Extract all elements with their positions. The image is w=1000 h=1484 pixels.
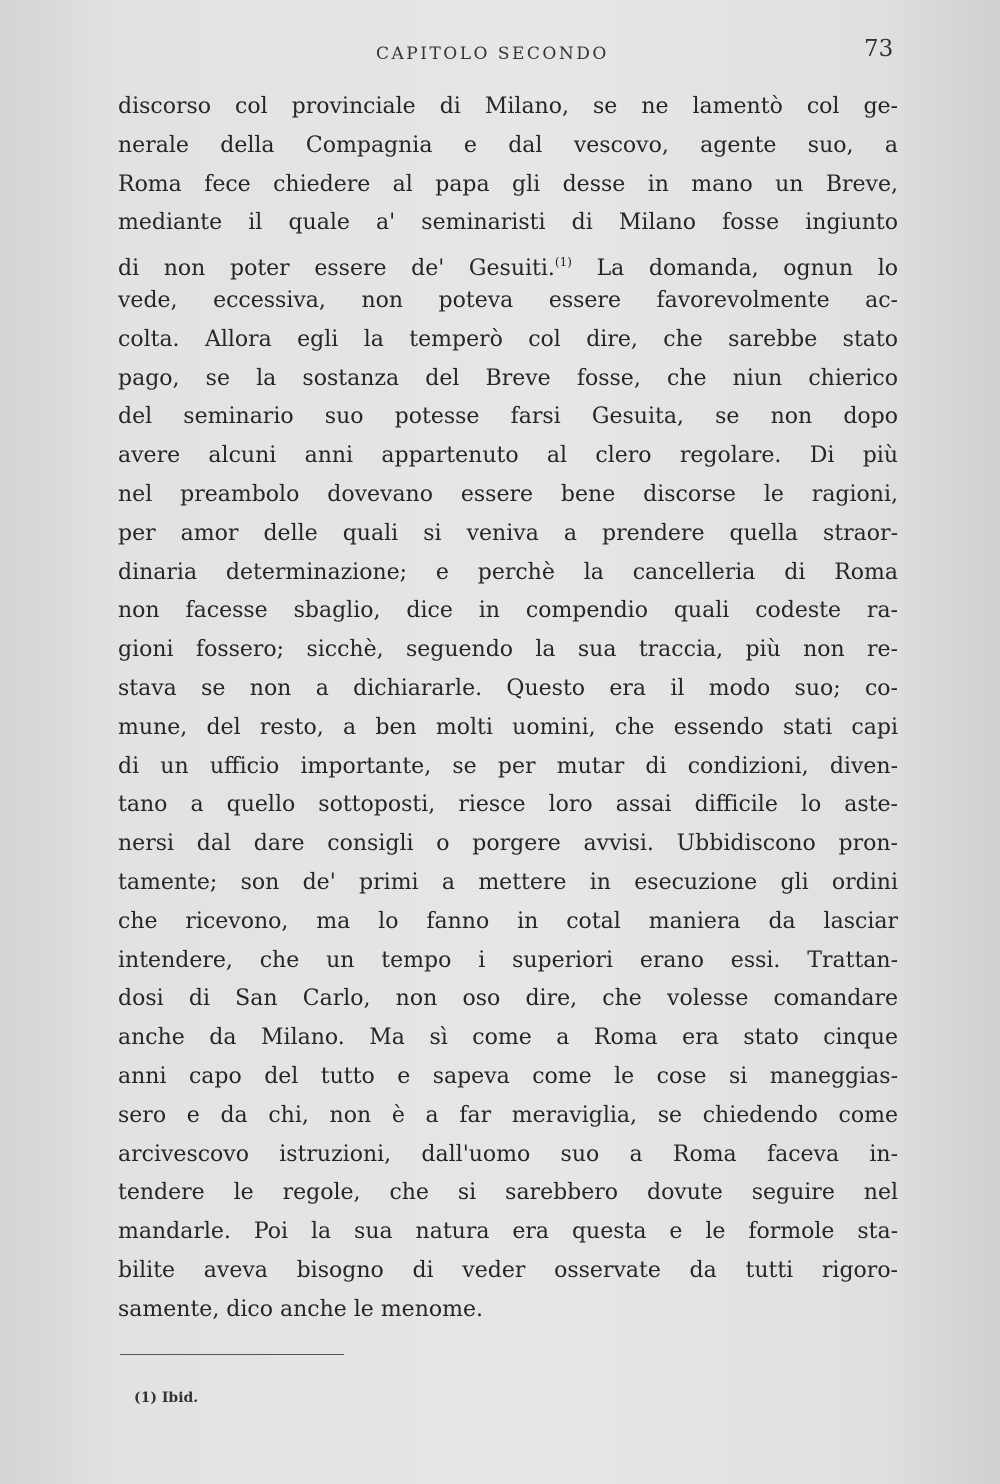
text-line: anni capo del tutto e sapeva come le cose si maneggias- xyxy=(118,1063,898,1089)
text-line: tano a quello sottoposti, riesce loro assai difficile lo aste- xyxy=(118,792,898,818)
text-line: stava se non a dichiararle. Questo era il modo suo; co- xyxy=(118,675,898,701)
text-line: nersi dal dare consigli o porgere avvisi. Ubbidiscono pron- xyxy=(118,831,898,857)
text-line: Roma fece chiedere al papa gli desse in mano un Breve, xyxy=(118,171,898,197)
text-line: del seminario suo potesse farsi Gesuita, se non dopo xyxy=(118,404,898,430)
footnote-1: (1) Ibid. xyxy=(134,1390,199,1406)
text-line: vede, eccessiva, non poteva essere favorevolmente ac- xyxy=(118,287,898,313)
text-line: dinaria determinazione; e perchè la cancelleria di Roma xyxy=(118,559,898,585)
text-line-with-footnote xyxy=(118,243,898,282)
running-head: CAPITOLO SECONDO xyxy=(376,44,609,64)
text-line: non facesse sbaglio, dice in compendio quali codeste ra- xyxy=(118,598,898,624)
text-line: sero e da chi, non è a far meraviglia, se chiedendo come xyxy=(118,1102,898,1128)
text-line: dosi di San Carlo, non oso dire, che volesse comandare xyxy=(118,986,898,1012)
text-line: mune, del resto, a ben molti uomini, che essendo stati capi xyxy=(118,714,898,740)
text-segment: di non poter essere de' Gesuiti. xyxy=(118,256,555,282)
text-line: di un ufficio importante, se per mutar di condizioni, diven- xyxy=(118,753,898,779)
page-number: 73 xyxy=(864,36,894,62)
text-line: colta. Allora egli la temperò col dire, che sarebbe stato xyxy=(118,326,898,352)
text-line: tamente; son de' primi a mettere in esecuzione gli ordini xyxy=(118,869,898,895)
text-line: mandarle. Poi la sua natura era questa e le formole sta- xyxy=(118,1219,898,1245)
text-line: mediante il quale a' seminaristi di Milano fosse ingiunto xyxy=(118,210,898,236)
text-line: samente, dico anche le menome. xyxy=(118,1296,483,1322)
text-line: nel preambolo dovevano essere bene discorse le ragioni, xyxy=(118,481,898,507)
footnote-reference: (1) xyxy=(554,255,572,270)
text-line: gioni fossero; sicchè, seguendo la sua traccia, più non re- xyxy=(118,637,898,663)
text-line: avere alcuni anni appartenuto al clero regolare. Di più xyxy=(118,443,898,469)
text-line: pago, se la sostanza del Breve fosse, che niun chierico xyxy=(118,365,898,391)
text-line: tendere le regole, che si sarebbero dovute seguire nel xyxy=(118,1180,898,1206)
text-line: arcivescovo istruzioni, dall'uomo suo a Roma faceva in- xyxy=(118,1141,898,1167)
text-line: nerale della Compagnia e dal vescovo, agente suo, a xyxy=(118,132,898,158)
footnote-divider xyxy=(120,1354,344,1355)
text-segment: La domanda, ognun lo xyxy=(596,256,899,282)
text-line: bilite aveva bisogno di veder osservate da tutti rigoro- xyxy=(118,1257,898,1283)
text-line: per amor delle quali si veniva a prendere quella straor- xyxy=(118,520,898,546)
body-text xyxy=(118,88,898,1330)
text-line: discorso col provinciale di Milano, se ne lamentò col ge- xyxy=(118,94,898,119)
text-line: intendere, che un tempo i superiori erano essi. Trattan- xyxy=(118,947,898,973)
text-line: anche da Milano. Ma sì come a Roma era stato cinque xyxy=(118,1025,898,1051)
text-line: che ricevono, ma lo fanno in cotal maniera da lasciar xyxy=(118,908,898,934)
